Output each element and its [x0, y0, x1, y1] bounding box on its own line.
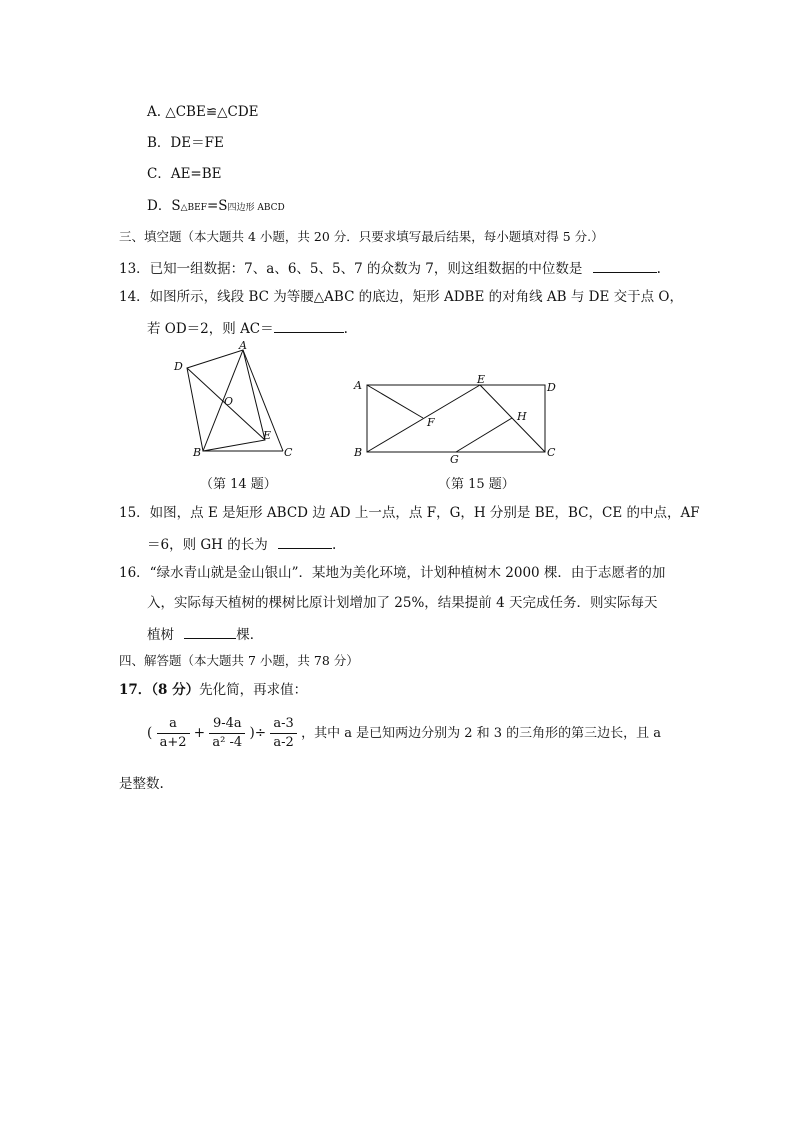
- label-d: D: [174, 360, 183, 373]
- plus-sign: +: [193, 725, 206, 741]
- label-d: D: [547, 381, 556, 394]
- question-14-end: .: [343, 321, 348, 337]
- option-d-prefix: D．S: [147, 198, 181, 214]
- question-14-line-2: [147, 318, 348, 338]
- segment-gh: [456, 418, 512, 452]
- fraction-3: [270, 716, 296, 751]
- option-c: C．AE=BE: [147, 166, 222, 182]
- option-a: A. △CBE≌△CDE: [147, 104, 259, 120]
- question-13-end: .: [656, 261, 661, 277]
- answer-blank-14[interactable]: [274, 318, 344, 333]
- option-b: B．DE＝FE: [147, 135, 224, 151]
- question-16-line-1: 16．“绿水青山就是金山银山”．某地为美化环境，计划种植树木 2000 棵．由于志愿者的加: [119, 565, 666, 581]
- diagonal-ab: [203, 350, 243, 451]
- question-17-line-1: [119, 681, 307, 699]
- label-e: E: [263, 429, 272, 442]
- figure-15-diagram: [350, 370, 565, 465]
- option-d-mid: =S: [206, 198, 228, 214]
- fraction-3-numerator: a-3: [270, 716, 296, 734]
- question-15-line-2: [147, 534, 336, 554]
- question-16-line-3: [147, 624, 263, 644]
- question-15-line-2-text: ＝6，则 GH 的长为: [147, 537, 268, 553]
- label-b: B: [354, 446, 363, 459]
- question-17-expression: [147, 716, 661, 751]
- segment-af: [367, 385, 423, 418]
- label-f: F: [427, 416, 435, 429]
- fraction-1-numerator: a: [157, 716, 190, 734]
- question-17-line-2: 是整数.: [119, 776, 164, 792]
- answer-blank-15[interactable]: [278, 534, 332, 549]
- question-16-line-3-pre: 植树: [147, 627, 174, 643]
- answer-blank-13[interactable]: [593, 258, 657, 273]
- question-15-end: .: [332, 537, 337, 553]
- fraction-2: [209, 716, 245, 751]
- figure-14-caption: （第 14 题）: [200, 477, 277, 492]
- label-h: H: [517, 410, 527, 423]
- question-16-line-2: 入，实际每天植树的棵树比原计划增加了 25%，结果提前 4 天完成任务．则实际每天: [147, 595, 658, 611]
- fraction-1-denominator: a+2: [159, 735, 187, 750]
- label-o: O: [224, 395, 234, 408]
- fraction-2-numerator: 9-4a: [209, 716, 245, 734]
- question-16-line-3-post: 棵．: [236, 627, 264, 643]
- question-17-number: 17．: [119, 682, 152, 698]
- question-14-line-1: 14．如图所示，线段 BC 为等腰△ABC 的底边，矩形 ADBE 的对角线 AB 与 DE 交于点 O，: [119, 289, 683, 305]
- label-g: G: [450, 453, 459, 465]
- question-17-condition: ，其中 a 是已知两边分别为 2 和 3 的三角形的第三边长，且 a: [301, 726, 662, 741]
- question-17-score: （8 分）: [151, 682, 200, 698]
- question-17-text: 先化简，再求值：: [199, 682, 308, 698]
- question-13: [119, 258, 661, 278]
- question-14-line-2-text: 若 OD＝2，则 AC＝: [147, 321, 274, 337]
- question-15-line-1: 15．如图，点 E 是矩形 ABCD 边 AD 上一点，点 F，G，H 分别是 BE，BC，CE 的中点，AF: [119, 505, 700, 521]
- section-4-heading: 四、解答题（本大题共 7 小题，共 78 分）: [119, 653, 359, 668]
- section-3-heading: 三、填空题（本大题共 4 小题，共 20 分．只要求填写最后结果，每小题填对得 5 分.）: [119, 229, 604, 244]
- fraction-3-denominator: a-2: [273, 735, 294, 750]
- fraction-1: [157, 716, 190, 751]
- label-a: A: [354, 379, 362, 392]
- option-d: [147, 197, 285, 217]
- question-13-text: 13．已知一组数据：7、a、6、5、5、7 的众数为 7，则这组数据的中位数是: [119, 261, 583, 277]
- answer-blank-16[interactable]: [184, 624, 236, 639]
- option-d-sub1: △BEF: [180, 203, 207, 213]
- divide-sign: )÷: [249, 725, 267, 741]
- label-c: C: [284, 446, 293, 459]
- label-e: E: [477, 373, 486, 386]
- fraction-2-denominator: a² -4: [212, 735, 243, 750]
- option-d-sub2: 四边形 ABCD: [227, 203, 285, 213]
- left-paren: (: [147, 725, 153, 741]
- segment-ce: [480, 385, 545, 452]
- label-a: A: [239, 339, 247, 352]
- figure-14-diagram: [165, 338, 300, 463]
- label-b: B: [193, 446, 202, 459]
- label-c: C: [547, 446, 556, 459]
- figure-15-caption: （第 15 题）: [438, 477, 515, 492]
